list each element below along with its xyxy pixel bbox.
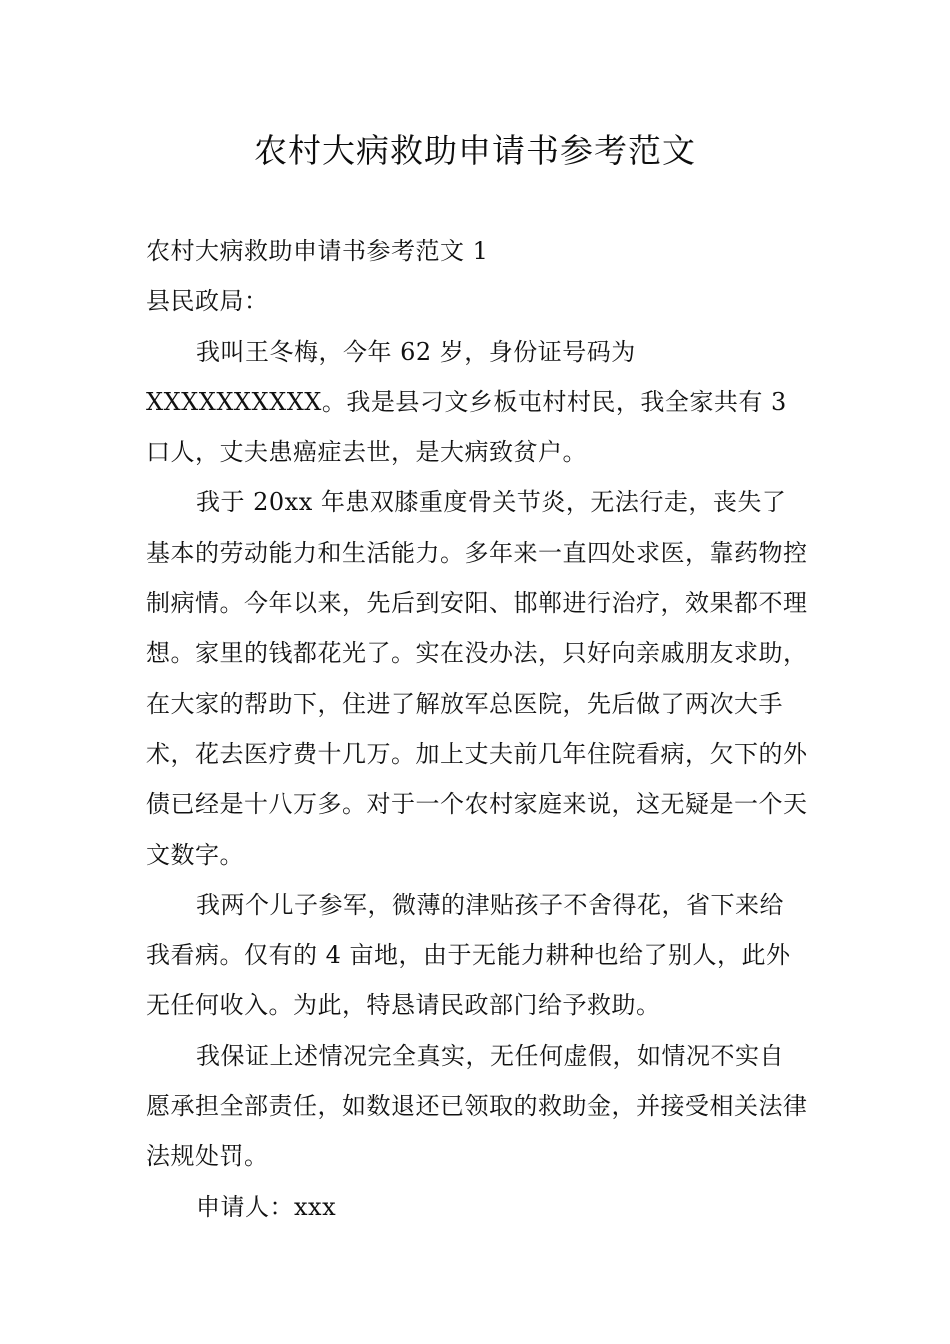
paragraph-2: 我于 20xx 年患双膝重度骨关节炎，无法行走，丧失了基本的劳动能力和生活能力。多年来一直四处求医，靠药物控制病情。今年以来，先后到安阳、邯郸进行治疗，效果都不理想。家里的钱都花光了。实在没办法，只好向亲戚朋友求助，在大家的帮助下，住进了解放军总医院，先后做了两次大手术，花去医疗费十几万。加上丈夫前几年住院看病，欠下的外债已经是十八万多。对于一个农村家庭来说，这无疑是一个天文数字。 <box>146 488 808 869</box>
applicant-signature: 申请人：xxx <box>196 1192 337 1221</box>
document-title: 农村大病救助申请书参考范文 <box>254 131 696 170</box>
paragraph-4: 我保证上述情况完全真实，无任何虚假，如情况不实自愿承担全部责任，如数退还已领取的救助金，并接受相关法律法规处罚。 <box>146 1041 808 1171</box>
salutation: 县民政局： <box>146 287 269 316</box>
document-body <box>146 226 808 1232</box>
paragraph-1: 我叫王冬梅，今年 62 岁，身份证号码为 XXXXXXXXXX。我是县刁文乡板屯村村民，我全家共有 3 口人，丈夫患癌症去世，是大病致贫户。 <box>146 337 787 467</box>
section-heading: 农村大病救助申请书参考范文 1 <box>146 237 489 265</box>
paragraph-3: 我两个儿子参军，微薄的津贴孩子不舍得花，省下来给我看病。仅有的 4 亩地，由于无能力耕种也给了别人，此外无任何收入。为此，特恳请民政部门给予救助。 <box>146 890 791 1020</box>
